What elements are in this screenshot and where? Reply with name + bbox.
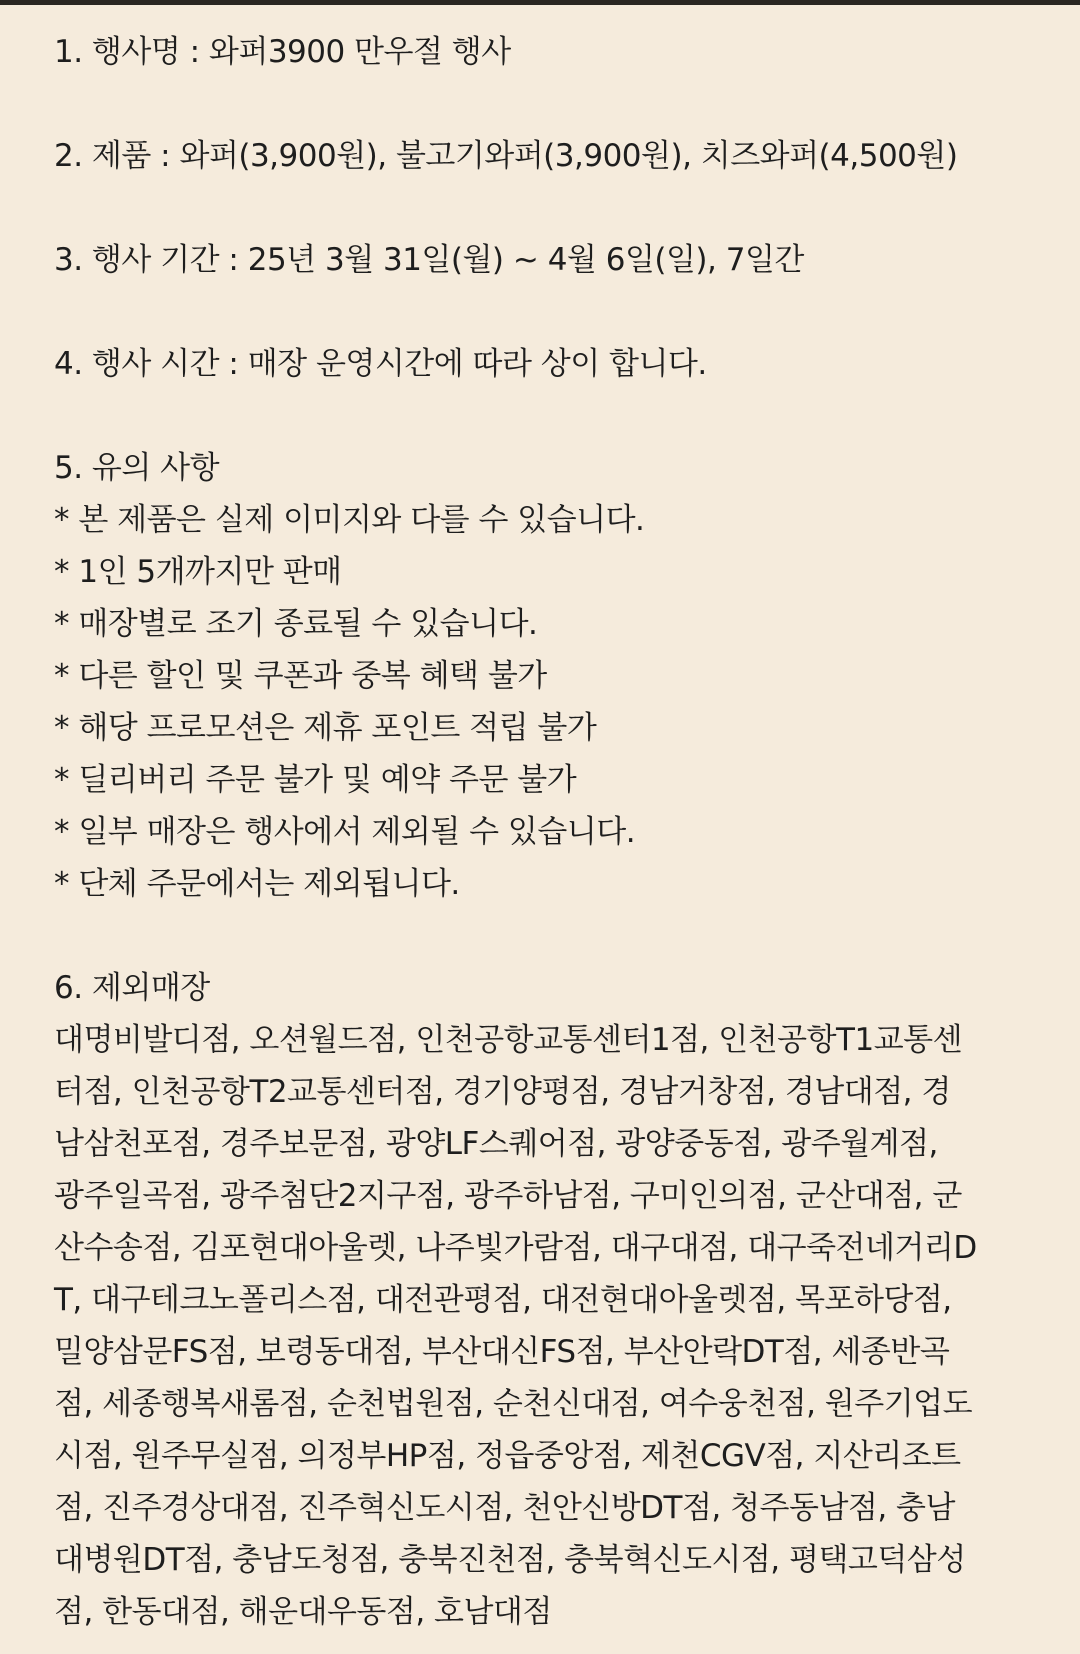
excluded-stores-line: 터점, 인천공항T2교통센터점, 경기양평점, 경남거창점, 경남대점, 경 bbox=[54, 1074, 951, 1110]
excluded-stores-line: 점, 한동대점, 해운대우동점, 호남대점 bbox=[54, 1594, 552, 1630]
excluded-stores-line: 광주일곡점, 광주첨단2지구점, 광주하남점, 구미인의점, 군산대점, 군 bbox=[54, 1178, 962, 1214]
note-item: * 딜리버리 주문 불가 및 예약 주문 불가 bbox=[54, 762, 577, 798]
excluded-stores-line: 산수송점, 김포현대아울렛, 나주빛가람점, 대구대점, 대구죽전네거리D bbox=[54, 1230, 977, 1266]
note-item: * 다른 할인 및 쿠폰과 중복 혜택 불가 bbox=[54, 658, 547, 694]
excluded-stores-line: 점, 진주경상대점, 진주혁신도시점, 천안신방DT점, 청주동남점, 충남 bbox=[54, 1490, 955, 1526]
event-name: 1. 행사명 : 와퍼3900 만우절 행사 bbox=[54, 34, 511, 70]
products: 2. 제품 : 와퍼(3,900원), 불고기와퍼(3,900원), 치즈와퍼(4,500원) bbox=[54, 138, 958, 174]
event-period: 3. 행사 기간 : 25년 3월 31일(월) ~ 4월 6일(일), 7일간 bbox=[54, 242, 804, 278]
excluded-stores-line: T, 대구테크노폴리스점, 대전관평점, 대전현대아울렛점, 목포하당점, bbox=[54, 1282, 952, 1318]
excluded-stores-line: 남삼천포점, 경주보문점, 광양LF스퀘어점, 광양중동점, 광주월계점, bbox=[54, 1126, 938, 1162]
note-item: * 일부 매장은 행사에서 제외될 수 있습니다. bbox=[54, 814, 636, 850]
note-item: * 단체 주문에서는 제외됩니다. bbox=[54, 866, 460, 902]
note-item: * 해당 프로모션은 제휴 포인트 적립 불가 bbox=[54, 710, 597, 746]
excluded-stores-line: 점, 세종행복새롬점, 순천법원점, 순천신대점, 여수웅천점, 원주기업도 bbox=[54, 1386, 973, 1422]
excluded-stores-line: 대명비발디점, 오션월드점, 인천공항교통센터1점, 인천공항T1교통센 bbox=[54, 1022, 963, 1058]
note-item: * 매장별로 조기 종료될 수 있습니다. bbox=[54, 606, 538, 642]
event-notice bbox=[54, 26, 1044, 1638]
note-item: * 1인 5개까지만 판매 bbox=[54, 554, 342, 590]
excluded-heading: 6. 제외매장 bbox=[54, 970, 210, 1006]
event-hours: 4. 행사 시간 : 매장 운영시간에 따라 상이 합니다. bbox=[54, 346, 707, 382]
notes-heading: 5. 유의 사항 bbox=[54, 450, 220, 486]
note-item: * 본 제품은 실제 이미지와 다를 수 있습니다. bbox=[54, 502, 645, 538]
excluded-stores-line: 대병원DT점, 충남도청점, 충북진천점, 충북혁신도시점, 평택고덕삼성 bbox=[54, 1542, 966, 1578]
top-edge-bar bbox=[0, 0, 1080, 5]
excluded-stores-line: 밀양삼문FS점, 보령동대점, 부산대신FS점, 부산안락DT점, 세종반곡 bbox=[54, 1334, 950, 1370]
excluded-stores-line: 시점, 원주무실점, 의정부HP점, 정읍중앙점, 제천CGV점, 지산리조트 bbox=[54, 1438, 961, 1474]
